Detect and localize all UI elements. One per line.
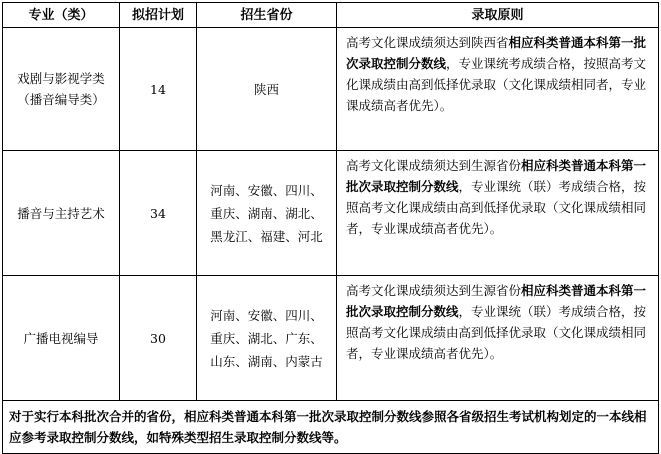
plan-cell: 34 <box>120 151 197 276</box>
table-row <box>3 276 659 401</box>
principle-cell <box>337 28 659 151</box>
plan-cell: 30 <box>120 276 197 401</box>
header-major: 专业（类） <box>3 3 120 28</box>
admission-table-container <box>2 2 658 454</box>
table-row <box>3 28 659 151</box>
admission-table <box>2 2 659 454</box>
header-provinces: 招生省份 <box>197 3 337 28</box>
province-line: 河南、安徽、四川、 <box>210 182 323 198</box>
principle-cell <box>337 151 659 276</box>
major-name: 播音与主持艺术 <box>17 205 105 221</box>
principle-text: 高考文化课成绩须达到陕西省 <box>346 35 509 50</box>
province-line: 重庆、湖南、湖北、 <box>210 205 323 221</box>
table-header-row <box>3 3 659 28</box>
major-cell <box>3 151 120 276</box>
principle-text: ，专业课统（联）考成绩合格，按照高考文化课成绩由高到低择优录取（文化课成绩相同者，专业课成绩高者优先）。 <box>346 304 647 361</box>
plan-cell: 14 <box>120 28 197 151</box>
provinces-cell <box>197 151 337 276</box>
province-line: 山东、湖南、内蒙古 <box>210 353 323 369</box>
header-principle: 录取原则 <box>337 3 659 28</box>
principle-bold-text: 相应科类普通本科第一批次录取控制分数线 <box>346 35 647 71</box>
major-name: 广播电视编导 <box>23 330 99 346</box>
major-cell <box>3 28 120 151</box>
major-subname: （播音编导类） <box>17 92 105 107</box>
header-plan: 拟招计划 <box>120 3 197 28</box>
province-line: 重庆、湖北、广东、 <box>210 330 323 346</box>
province-line: 河南、安徽、四川、 <box>210 307 323 323</box>
principle-bold-text: 相应科类普通本科第一批次录取控制分数线 <box>346 158 647 194</box>
principle-text: ，专业课统（联）考成绩合格，按照高考文化课成绩由高到低择优录取（文化课成绩相同者，专业课成绩高者优先）。 <box>346 179 647 236</box>
principle-text: 高考文化课成绩须达到生源省份 <box>346 158 522 173</box>
principle-cell <box>337 276 659 401</box>
major-cell <box>3 276 120 401</box>
table-note-row <box>3 401 659 454</box>
note-cell: 对于实行本科批次合并的省份，相应科类普通本科第一批次录取控制分数线参照各省级招生考试机构划定的一本线相应参考录取控制分数线，如特殊类型招生录取控制分数线等。 <box>3 401 659 454</box>
province-line: 黑龙江、福建、河北 <box>210 228 323 244</box>
province-line: 陕西 <box>253 81 279 97</box>
principle-text: 高考文化课成绩须达到生源省份 <box>346 283 522 298</box>
principle-text: ，专业课统考成绩合格，按照高考文化课成绩由高到低择优录取（文化课成绩相同者，专业课成绩高者优先）。 <box>346 56 647 113</box>
major-name: 戏剧与影视学类 <box>17 71 105 86</box>
table-row <box>3 151 659 276</box>
provinces-cell <box>197 28 337 151</box>
principle-bold-text: 相应科类普通本科第一批次录取控制分数线 <box>346 283 647 319</box>
provinces-cell <box>197 276 337 401</box>
